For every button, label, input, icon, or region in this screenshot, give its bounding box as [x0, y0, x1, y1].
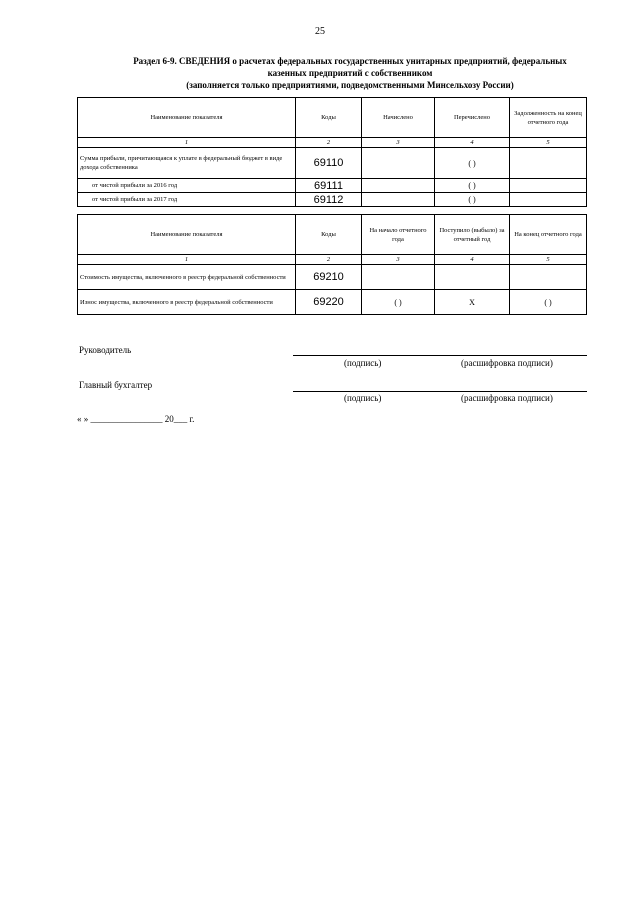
accrued-cell[interactable] [362, 193, 435, 207]
end-year-cell[interactable]: ( ) [510, 290, 587, 315]
section-title [85, 55, 615, 91]
row-name: от чистой прибыли за 2017 год [78, 193, 296, 207]
header-accrued: Начислено [362, 98, 435, 138]
col-number: 4 [435, 255, 510, 265]
col-number: 3 [362, 138, 435, 148]
accrued-cell[interactable] [362, 148, 435, 179]
transferred-cell[interactable]: ( ) [435, 193, 510, 207]
table-row [78, 265, 587, 290]
accountant-signature-line[interactable] [293, 391, 587, 392]
table-row [78, 290, 587, 315]
col-number: 5 [510, 138, 587, 148]
transferred-cell[interactable]: ( ) [435, 179, 510, 193]
date-line: « » ________________ 20___ г. [77, 414, 195, 424]
start-year-cell[interactable] [362, 265, 435, 290]
debt-cell[interactable] [510, 179, 587, 193]
col-number: 1 [78, 255, 296, 265]
header-codes: Коды [296, 215, 362, 255]
row-code: 69220 [296, 290, 362, 315]
signature-caption: (подпись) [344, 358, 382, 368]
accountant-label: Главный бухгалтер [79, 380, 153, 390]
col-number: 3 [362, 255, 435, 265]
col-number: 1 [78, 138, 296, 148]
row-code: 69111 [296, 179, 362, 193]
table-row [78, 179, 587, 193]
header-transferred: Перечислено [435, 98, 510, 138]
col-number: 2 [296, 138, 362, 148]
col-number: 4 [435, 138, 510, 148]
head-label: Руководитель [79, 345, 132, 355]
signature-caption: (подпись) [344, 393, 382, 403]
received-disposed-cell[interactable] [435, 265, 510, 290]
row-name: Износ имущества, включенного в реестр федеральной собственности [78, 290, 296, 315]
accrued-cell[interactable] [362, 179, 435, 193]
profit-settlements-table [77, 97, 587, 207]
start-year-cell[interactable]: ( ) [362, 290, 435, 315]
row-code: 69210 [296, 265, 362, 290]
row-code: 69112 [296, 193, 362, 207]
end-year-cell[interactable] [510, 265, 587, 290]
decoding-caption: (расшифровка подписи) [461, 358, 553, 368]
header-start-year: На начало отчетного года [362, 215, 435, 255]
section-title-line-2: казенных предприятий с собственником [267, 68, 433, 78]
header-end-year: На конец отчетного года [510, 215, 587, 255]
page-number: 25 [315, 26, 325, 37]
section-title-line-3: (заполняется только предприятиями, подведомственными Минсельхозу России) [186, 80, 514, 90]
header-indicator-name: Наименование показателя [78, 215, 296, 255]
debt-cell[interactable] [510, 193, 587, 207]
section-title-line-1: Раздел 6-9. СВЕДЕНИЯ о расчетах федеральных государственных унитарных предприятий, федеральных [133, 56, 567, 66]
row-name: Стоимость имущества, включенного в реестр федеральной собственности [78, 265, 296, 290]
debt-cell[interactable] [510, 148, 587, 179]
header-received-disposed: Поступило (выбыло) за отчетный год [435, 215, 510, 255]
col-number: 5 [510, 255, 587, 265]
header-debt-end-year: Задолженность на конец отчетного года [510, 98, 587, 138]
received-disposed-cell: X [435, 290, 510, 315]
header-codes: Коды [296, 98, 362, 138]
head-signature-line[interactable] [293, 355, 587, 356]
row-name: от чистой прибыли за 2016 год [78, 179, 296, 193]
row-name: Сумма прибыли, причитающаяся к уплате в федеральный бюджет в виде дохода собственника [78, 148, 296, 179]
col-number: 2 [296, 255, 362, 265]
header-indicator-name: Наименование показателя [78, 98, 296, 138]
decoding-caption: (расшифровка подписи) [461, 393, 553, 403]
transferred-cell[interactable]: ( ) [435, 148, 510, 179]
row-code: 69110 [296, 148, 362, 179]
federal-property-table [77, 214, 587, 315]
table-row [78, 193, 587, 207]
table-row [78, 148, 587, 179]
